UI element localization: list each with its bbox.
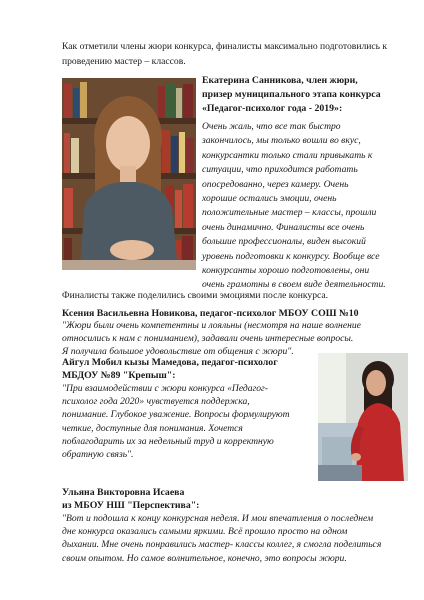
jury-member-photo (62, 78, 196, 270)
participant-3-quote (62, 512, 407, 565)
quote-line: четкие, доступные для понимания. Хочется (62, 422, 243, 434)
participant-3-heading (62, 486, 407, 512)
participant-2-heading-line: МБДОУ №89 "Крепыш": (62, 370, 176, 381)
jury-member-heading (202, 74, 407, 116)
quote-line: дне конкурса оказались самыми яркими. Всё прошло просто на одном (62, 526, 348, 538)
quote-line: уровень подготовки к конкурсу. Вообще все (202, 250, 380, 262)
jury-heading-line: призер муниципального этапа конкурса (202, 89, 381, 100)
quote-line: своим опытом. Но самое волнительное, конечно, это вопросы жюри. (62, 552, 347, 564)
quote-line: обратную связь". (62, 449, 134, 461)
quote-line: ситуации, что приходится работать (202, 164, 358, 176)
quote-line: закончилось, мы только вошли во вкус, (202, 135, 361, 147)
jury-heading-line: «Педагог-психолог года - 2019»: (202, 103, 343, 114)
participant-2-heading-line: Айгул Мобил кызы Мамедова, педагог-психолог (62, 357, 278, 368)
jury-member-quote (202, 120, 407, 293)
quote-line: опосредованно, через камеру. Очень (202, 178, 349, 190)
participant-2-heading (62, 356, 312, 382)
participant-3-heading-line: из МБОУ НШ "Перспектива": (62, 500, 200, 511)
quote-line: очень грамотны в своем виде деятельности. (202, 279, 386, 291)
quote-line: поблагодарить их за недельный труд и корректную (62, 435, 274, 447)
jury-heading-line: Екатерина Санникова, член жюри, (202, 75, 358, 86)
quote-line: Я получила большое удовольствие от общения с жюри". (62, 346, 294, 358)
quote-line: большие профессионалы, виден высокий (202, 236, 366, 248)
participant-1-heading: Ксения Васильевна Новикова, педагог-психолог МБОУ СОШ №10 (62, 308, 359, 319)
intro-paragraph: Как отметили члены жюри конкурса, финалисты максимально подготовились к проведению мастер – классов. (62, 41, 388, 67)
quote-line: "При взаимодействии с жюри конкурса «Педагог- (62, 383, 268, 394)
finalists-intro: Финалисты также поделились своими эмоциями после конкурса. (62, 290, 329, 301)
quote-line: психолог года 2020» чувствуется поддержка, (62, 396, 250, 408)
quote-line: "Жюри были очень компетентны и лояльны (несмотря на наше волнение (62, 320, 361, 331)
quote-line: конкурсанты хорошо подготовлены, они (202, 265, 370, 277)
participant-2-photo (318, 353, 408, 481)
quote-line: конкурсантки только стали привыкать к (202, 149, 373, 161)
participant-2-quote (62, 382, 302, 461)
quote-line: очень динамично. Финалисты все очень (202, 221, 365, 233)
quote-line: Очень жаль, что все так быстро (202, 121, 341, 132)
quote-line: дыхании. Мне очень понравились мастер- классы коллег, я смогла поделиться (62, 539, 382, 551)
quote-line: "Вот и подошла к концу конкурсная неделя. И мои впечатления о последнем (62, 513, 374, 524)
participant-3-heading-line: Ульяна Викторовна Исаева (62, 487, 185, 498)
quote-line: относились к нам с пониманием), задавали очень интересные вопросы. (62, 333, 354, 345)
quote-line: понимание. Глубокое уважение. Вопросы формулируют (62, 409, 290, 421)
quote-line: хорошие остались эмоции, очень (202, 193, 337, 205)
quote-line: положительные мастер – классы, прошли (202, 207, 377, 219)
